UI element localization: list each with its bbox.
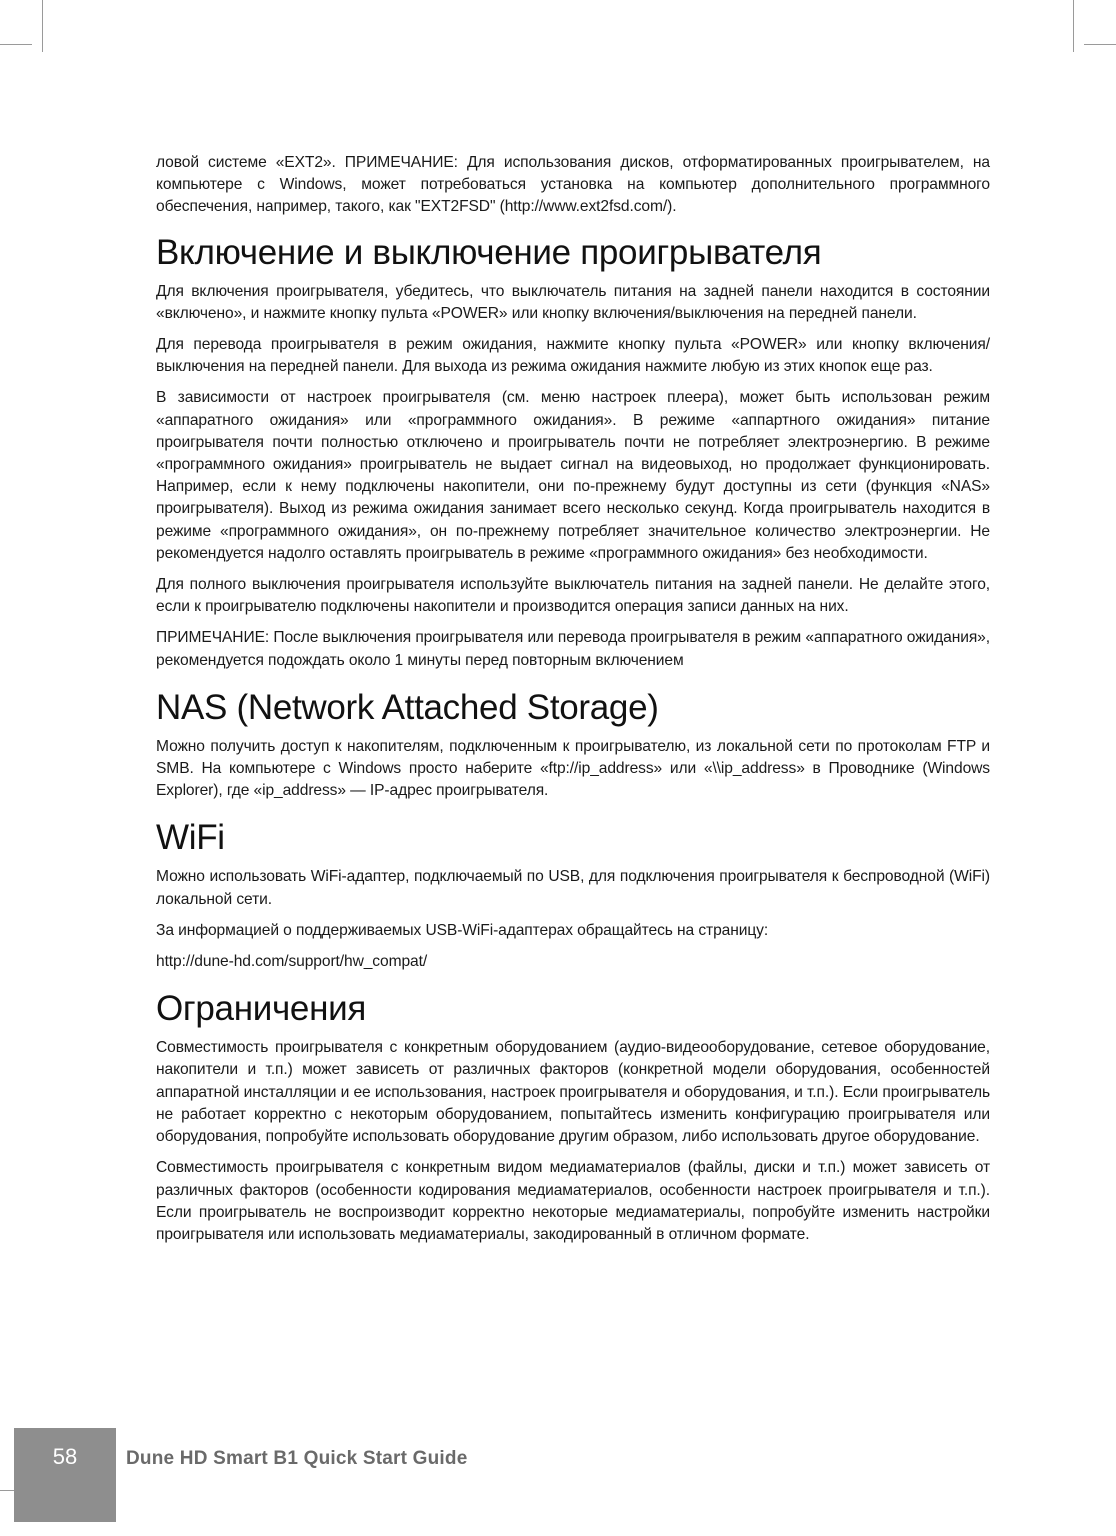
page-number: 58	[52, 1444, 78, 1469]
power-note: ПРИМЕЧАНИЕ: После выключения проигрывателя или перевода проигрывателя в режим «аппаратного ожидания», рекомендуется подождать около 1 минуты перед повторным включением	[156, 629, 990, 669]
guide-title: Dune HD Smart B1 Quick Start Guide	[126, 1448, 468, 1469]
power-paragraph-2: Для перевода проигрывателя в режим ожидания, нажмите кнопку пульта «POWER» или кнопку включения/выключения на передней панели. Для выхода из режима ожидания нажмите любую из этих кнопок еще раз.	[156, 336, 990, 376]
heading-limits: Ограничения	[156, 989, 367, 1029]
intro-paragraph: ловой системе «EXT2». ПРИМЕЧАНИЕ: Для использования дисков, отформатированных проигрывателем, на компьютере с Windows, может потребоваться установка на компьютер дополнительного программного обеспечения, например, такого, как "EXT2FSD" (http://www.ext2fsd.com/).	[156, 154, 990, 216]
crop-mark-bottom-left-horizontal	[0, 1490, 14, 1491]
power-paragraph-1: Для включения проигрывателя, убедитесь, что выключатель питания на задней панели находится в состоянии «включено», и нажмите кнопку пульта «POWER» или кнопку включения/выключения на передней панели.	[156, 282, 990, 322]
crop-mark-top-left-horizontal	[0, 44, 32, 45]
wifi-url: http://dune-hd.com/support/hw_compat/	[156, 953, 428, 971]
heading-wifi: WiFi	[156, 818, 225, 858]
crop-mark-top-right-horizontal	[1084, 44, 1116, 45]
power-paragraph-3: В зависимости от настроек проигрывателя (см. меню настроек плеера), может быть использован режим «аппаратного ожидания» или «программного ожидания». В режиме «аппартного ожидания» питание проигрывателя почти полностью отключено и проигрыватель почти не потребляет электроэнергию. В режиме «программного ожидания» проигрыватель не выдает сигнал на видеовыход, но продолжает функционировать. Например, если к нему подключены накопители, они по-прежнему будут доступны из сети (функция «NAS» проигрывателя). Выход из режима ожидания занимает всего несколько секунд. Когда проигрыватель находится в режиме «программного ожидания», он по-прежнему потребляет значительное количество электроэнергии. Не рекомендуется надолго оставлять проигрыватель в режиме «программного ожидания» без необходимости.	[156, 389, 990, 562]
heading-nas: NAS (Network Attached Storage)	[156, 687, 659, 727]
crop-mark-top-left-vertical	[42, 0, 43, 52]
page-content	[156, 152, 990, 1255]
page-number-box	[14, 1428, 116, 1522]
heading-power: Включение и выключение проигрывателя	[156, 232, 822, 272]
limits-paragraph-2: Совместимость проигрывателя с конкретным видом медиаматериалов (файлы, диски и т.п.) может зависеть от различных факторов (особенности кодирования медиаматериалов, особенности настроек проигрывателя и т.п.). Если проигрыватель не воспроизводит корректно некоторые медиаматериалы, попробуйте изменить настройки проигрывателя или использовать медиаматериалы, закодированный в отличном формате.	[156, 1159, 990, 1243]
wifi-paragraph-2: За информацией о поддерживаемых USB-WiFi-адаптерах обращайтесь на страницу:	[156, 921, 769, 939]
wifi-paragraph-1: Можно использовать WiFi-адаптер, подключаемый по USB, для подключения проигрывателя к беспроводной (WiFi) локальной сети.	[156, 868, 990, 908]
limits-paragraph-1: Совместимость проигрывателя с конкретным оборудованием (аудио-видеооборудование, сетевое оборудование, накопители и т.п.) может зависеть от различных факторов (конкретной модели оборудования, особенностей аппаратной инсталляции и ее использования, настроек проигрывателя и оборудования, и т.п.). Если проигрыватель не работает корректно с некоторым оборудованием, попытайтесь изменить конфигурацию проигрывателя или оборудования, попробуйте использовать оборудование другим образом, либо использовать другое оборудование.	[156, 1039, 990, 1146]
nas-paragraph: Можно получить доступ к накопителям, подключенным к проигрывателю, из локальной сети по протоколам FTP и SMB. На компьютере с Windows просто наберите «ftp://ip_address» или «\\ip_address» в Проводнике (Windows Explorer), где «ip_address» — IP-адрес проигрывателя.	[156, 737, 990, 800]
power-paragraph-4: Для полного выключения проигрывателя используйте выключатель питания на задней панели. Не делайте этого, если к проигрывателю подключены накопители и производится операция записи данных на них.	[156, 576, 990, 616]
crop-mark-top-right-vertical	[1073, 0, 1074, 52]
